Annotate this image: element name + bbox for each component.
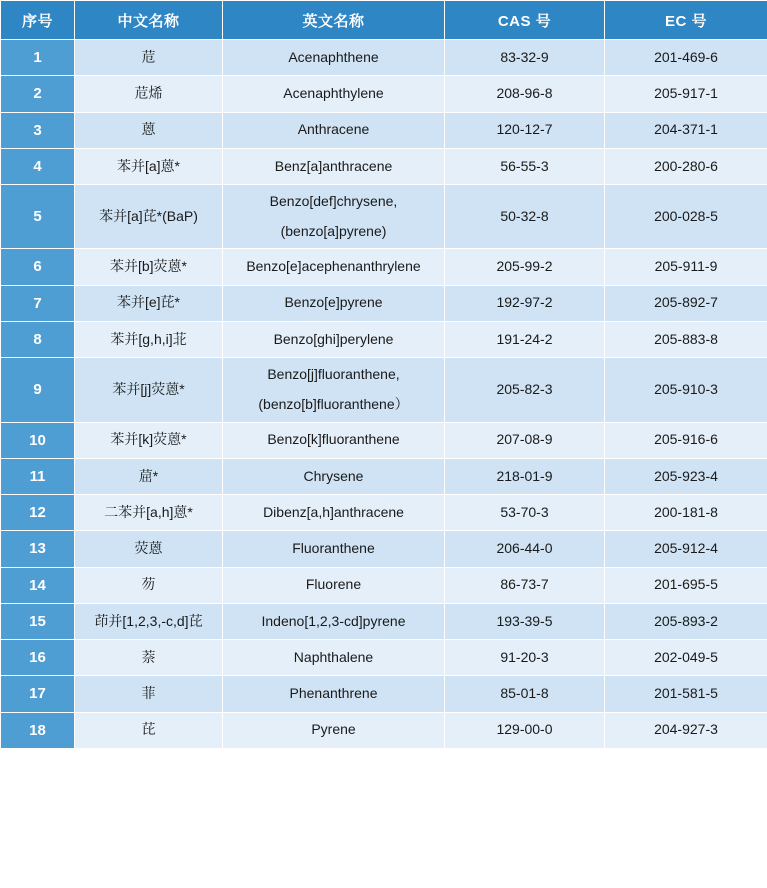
cell-english-name	[223, 567, 445, 603]
cell-ec-number: 201-581-5	[605, 676, 767, 712]
table-row	[1, 285, 767, 321]
cell-english-name	[223, 76, 445, 112]
cell-cas-number: 193-39-5	[445, 603, 605, 639]
column-header-no: 序号	[1, 1, 75, 40]
cell-no: 11	[1, 458, 75, 494]
cell-no: 12	[1, 495, 75, 531]
english-name-line: (benzo[a]pyrene)	[280, 222, 387, 239]
cell-ec-number: 205-916-6	[605, 422, 767, 458]
cell-no: 7	[1, 285, 75, 321]
cell-cas-number: 205-99-2	[445, 249, 605, 285]
cell-english-name	[223, 458, 445, 494]
cell-cas-number: 85-01-8	[445, 676, 605, 712]
cell-english-name	[223, 531, 445, 567]
cell-no: 18	[1, 712, 75, 748]
table-row	[1, 321, 767, 357]
cell-ec-number: 202-049-5	[605, 640, 767, 676]
cell-ec-number: 205-923-4	[605, 458, 767, 494]
table-row	[1, 40, 767, 76]
cell-cas-number: 192-97-2	[445, 285, 605, 321]
cell-no: 8	[1, 321, 75, 357]
cell-cas-number: 218-01-9	[445, 458, 605, 494]
cell-ec-number: 205-917-1	[605, 76, 767, 112]
cell-chinese-name: 䓛*	[75, 458, 223, 494]
table-row	[1, 358, 767, 422]
table-row	[1, 640, 767, 676]
cell-ec-number: 205-911-9	[605, 249, 767, 285]
cell-cas-number: 53-70-3	[445, 495, 605, 531]
cell-no: 17	[1, 676, 75, 712]
cell-ec-number: 200-028-5	[605, 185, 767, 249]
cell-cas-number: 56-55-3	[445, 148, 605, 184]
table-row	[1, 148, 767, 184]
english-name-line: Acenaphthylene	[283, 85, 384, 102]
english-name-line: Benzo[j]fluoranthene,	[267, 366, 400, 383]
english-name-line: Dibenz[a,h]anthracene	[263, 503, 404, 520]
cell-chinese-name: 苯并[j]荧蒽*	[75, 358, 223, 422]
cell-chinese-name: 芴	[75, 567, 223, 603]
cell-english-name	[223, 148, 445, 184]
cell-ec-number: 205-912-4	[605, 531, 767, 567]
table-row	[1, 249, 767, 285]
column-header-chinese-name: 中文名称	[75, 1, 223, 40]
cell-english-name	[223, 185, 445, 249]
table-row	[1, 603, 767, 639]
english-name-line: Benzo[e]pyrene	[284, 294, 383, 311]
cell-chinese-name: 蒽	[75, 112, 223, 148]
cell-english-name	[223, 640, 445, 676]
cell-english-name	[223, 112, 445, 148]
cell-english-name	[223, 249, 445, 285]
cell-chinese-name: 苯并[b]荧蒽*	[75, 249, 223, 285]
cell-ec-number: 201-469-6	[605, 40, 767, 76]
table-row	[1, 185, 767, 249]
english-name-line: Fluoranthene	[292, 540, 375, 557]
cell-cas-number: 207-08-9	[445, 422, 605, 458]
table-row	[1, 76, 767, 112]
cell-english-name	[223, 321, 445, 357]
table-row	[1, 676, 767, 712]
cell-cas-number: 206-44-0	[445, 531, 605, 567]
cell-cas-number: 50-32-8	[445, 185, 605, 249]
table-row	[1, 712, 767, 748]
cell-chinese-name: 苯并[k]荧蒽*	[75, 422, 223, 458]
cell-no: 9	[1, 358, 75, 422]
cell-no: 15	[1, 603, 75, 639]
cell-chinese-name: 菲	[75, 676, 223, 712]
cell-english-name	[223, 358, 445, 422]
cell-cas-number: 91-20-3	[445, 640, 605, 676]
cell-english-name	[223, 676, 445, 712]
column-header-english-name: 英文名称	[223, 1, 445, 40]
english-name-line: Pyrene	[311, 721, 356, 738]
cell-chinese-name: 苯并[a]芘*(BaP)	[75, 185, 223, 249]
english-name-line: Naphthalene	[293, 648, 374, 665]
column-header-ec: EC 号	[605, 1, 767, 40]
english-name-line: (benzo[b]fluoranthene）	[258, 395, 409, 412]
cell-cas-number: 205-82-3	[445, 358, 605, 422]
cell-no: 13	[1, 531, 75, 567]
table-row	[1, 422, 767, 458]
cell-cas-number: 208-96-8	[445, 76, 605, 112]
cell-cas-number: 83-32-9	[445, 40, 605, 76]
cell-no: 4	[1, 148, 75, 184]
cell-ec-number: 205-883-8	[605, 321, 767, 357]
english-name-line: Acenaphthene	[288, 48, 379, 65]
table-row	[1, 458, 767, 494]
cell-no: 6	[1, 249, 75, 285]
cell-english-name	[223, 603, 445, 639]
cell-chinese-name: 二苯并[a,h]蒽*	[75, 495, 223, 531]
column-header-cas: CAS 号	[445, 1, 605, 40]
cell-ec-number: 200-280-6	[605, 148, 767, 184]
cell-chinese-name: 芘	[75, 712, 223, 748]
table-row	[1, 567, 767, 603]
cell-no: 3	[1, 112, 75, 148]
cell-english-name	[223, 285, 445, 321]
cell-ec-number: 205-893-2	[605, 603, 767, 639]
cell-no: 5	[1, 185, 75, 249]
english-name-line: Benz[a]anthracene	[274, 157, 393, 174]
english-name-line: Benzo[k]fluoranthene	[267, 431, 400, 448]
cell-cas-number: 86-73-7	[445, 567, 605, 603]
cell-chinese-name: 苊烯	[75, 76, 223, 112]
cell-ec-number: 204-371-1	[605, 112, 767, 148]
cell-chinese-name: 茚并[1,2,3,-c,d]芘	[75, 603, 223, 639]
table-header	[1, 1, 767, 40]
cell-ec-number: 201-695-5	[605, 567, 767, 603]
english-name-line: Anthracene	[297, 121, 370, 138]
table-row	[1, 495, 767, 531]
cell-no: 16	[1, 640, 75, 676]
cell-english-name	[223, 422, 445, 458]
cell-ec-number: 200-181-8	[605, 495, 767, 531]
cell-no: 10	[1, 422, 75, 458]
cell-cas-number: 129-00-0	[445, 712, 605, 748]
english-name-line: Chrysene	[303, 467, 364, 484]
cell-ec-number: 204-927-3	[605, 712, 767, 748]
cell-chinese-name: 苯并[e]芘*	[75, 285, 223, 321]
cell-no: 1	[1, 40, 75, 76]
cell-ec-number: 205-910-3	[605, 358, 767, 422]
cell-cas-number: 120-12-7	[445, 112, 605, 148]
cell-english-name	[223, 40, 445, 76]
cell-cas-number: 191-24-2	[445, 321, 605, 357]
english-name-line: Fluorene	[305, 576, 362, 593]
cell-english-name	[223, 712, 445, 748]
table-body	[1, 40, 767, 749]
cell-chinese-name: 苯并[a]蒽*	[75, 148, 223, 184]
cell-no: 2	[1, 76, 75, 112]
table-header-row	[1, 1, 767, 40]
cell-chinese-name: 苊	[75, 40, 223, 76]
cell-chinese-name: 苯并[g,h,i]苝	[75, 321, 223, 357]
table-row	[1, 531, 767, 567]
cell-ec-number: 205-892-7	[605, 285, 767, 321]
cell-chinese-name: 萘	[75, 640, 223, 676]
table-row	[1, 112, 767, 148]
english-name-line: Benzo[ghi]perylene	[273, 330, 394, 347]
english-name-line: Benzo[e]acephenanthrylene	[246, 258, 421, 275]
english-name-line: Benzo[def]chrysene,	[269, 193, 398, 209]
cell-no: 14	[1, 567, 75, 603]
english-name-line: Indeno[1,2,3-cd]pyrene	[261, 612, 406, 629]
english-name-line: Phenanthrene	[289, 685, 378, 702]
cell-english-name	[223, 495, 445, 531]
cell-chinese-name: 荧蒽	[75, 531, 223, 567]
